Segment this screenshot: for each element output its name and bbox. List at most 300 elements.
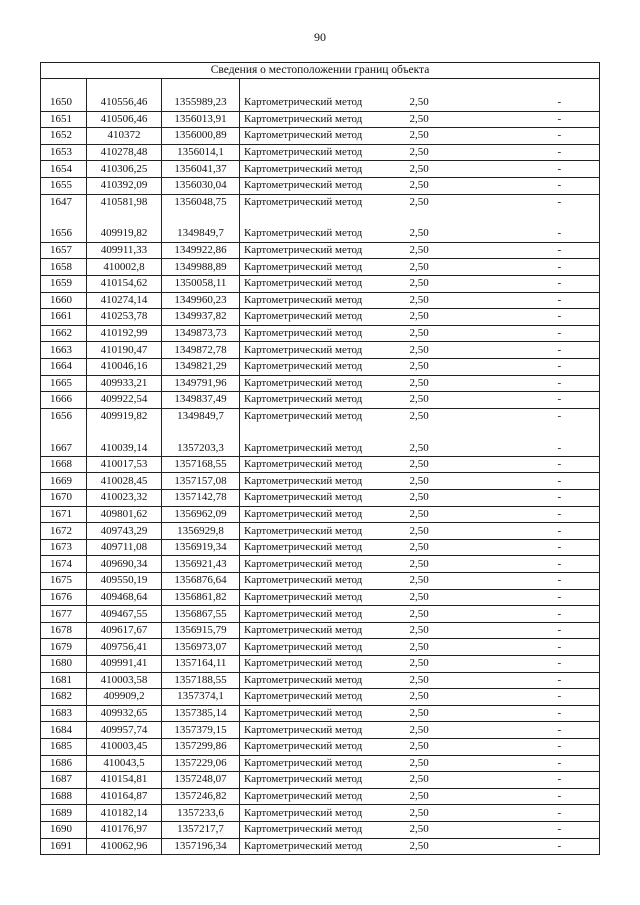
description-cell: - — [460, 672, 600, 689]
method-cell: Картометрический метод — [240, 194, 390, 210]
point-number-cell: 1660 — [41, 292, 87, 309]
description-cell: - — [460, 358, 600, 375]
table-row — [41, 161, 600, 178]
description-cell: - — [460, 490, 600, 507]
point-number-cell: 1651 — [41, 111, 87, 128]
point-number-cell: 1673 — [41, 539, 87, 556]
method-cell: Картометрический метод — [240, 788, 390, 805]
table-title: Сведения о местоположении границ объекта — [41, 63, 600, 79]
method-cell: Картометрический метод — [240, 111, 390, 128]
coordinate-y-cell: 1356000,89 — [162, 128, 240, 145]
page-number: 90 — [314, 30, 326, 44]
table-row — [41, 622, 600, 639]
point-number-cell: 1677 — [41, 606, 87, 623]
description-cell: - — [460, 342, 600, 359]
description-cell: - — [460, 523, 600, 540]
method-cell: Картометрический метод — [240, 639, 390, 656]
point-number-cell: 1667 — [41, 440, 87, 456]
group-spacer — [41, 424, 600, 440]
point-number-cell: 1675 — [41, 573, 87, 590]
method-cell: Картометрический метод — [240, 589, 390, 606]
description-cell: - — [460, 456, 600, 473]
coordinate-y-cell: 1357379,15 — [162, 722, 240, 739]
coordinate-x-cell: 410002,8 — [87, 259, 162, 276]
method-cell: Картометрический метод — [240, 473, 390, 490]
table-row — [41, 242, 600, 259]
table-row — [41, 838, 600, 855]
accuracy-cell: 2,50 — [390, 194, 460, 210]
point-number-cell: 1665 — [41, 375, 87, 392]
description-cell: - — [460, 144, 600, 161]
table-row — [41, 639, 600, 656]
accuracy-cell: 2,50 — [390, 490, 460, 507]
method-cell: Картометрический метод — [240, 161, 390, 178]
coordinate-x-cell: 410017,53 — [87, 456, 162, 473]
coordinate-y-cell: 1349988,89 — [162, 259, 240, 276]
coordinate-y-cell: 1356867,55 — [162, 606, 240, 623]
table-row — [41, 705, 600, 722]
table-row — [41, 805, 600, 822]
spacer-cell — [390, 210, 460, 226]
accuracy-cell: 2,50 — [390, 622, 460, 639]
accuracy-cell: 2,50 — [390, 292, 460, 309]
coordinate-x-cell: 410046,16 — [87, 358, 162, 375]
description-cell: - — [460, 375, 600, 392]
coordinate-y-cell: 1356041,37 — [162, 161, 240, 178]
point-number-cell: 1691 — [41, 838, 87, 855]
coordinate-y-cell: 1356876,64 — [162, 573, 240, 590]
method-cell: Картометрический метод — [240, 408, 390, 424]
description-cell: - — [460, 408, 600, 424]
point-number-cell: 1664 — [41, 358, 87, 375]
coordinate-x-cell: 409801,62 — [87, 506, 162, 523]
description-cell: - — [460, 639, 600, 656]
description-cell: - — [460, 622, 600, 639]
coordinate-x-cell: 410154,81 — [87, 772, 162, 789]
method-cell: Картометрический метод — [240, 755, 390, 772]
table-row — [41, 672, 600, 689]
description-cell: - — [460, 705, 600, 722]
method-cell: Картометрический метод — [240, 292, 390, 309]
accuracy-cell: 2,50 — [409, 227, 429, 240]
table-row — [41, 556, 600, 573]
point-number-cell: 1683 — [41, 705, 87, 722]
coordinate-x-cell: 410392,09 — [87, 177, 162, 194]
point-number-cell: 1656 — [41, 408, 87, 424]
point-number-cell: 1659 — [41, 275, 87, 292]
coordinate-y-cell: 1356929,8 — [162, 523, 240, 540]
coordinate-x-cell: 410182,14 — [87, 805, 162, 822]
accuracy-cell: 2,50 — [390, 838, 460, 855]
description-cell: - — [460, 440, 600, 456]
coordinate-y-cell: 1350058,11 — [162, 275, 240, 292]
table-row — [41, 177, 600, 194]
coordinate-y-cell: 1355989,23 — [162, 95, 240, 111]
table-row — [41, 573, 600, 590]
description-cell: - — [460, 506, 600, 523]
spacer-cell — [390, 424, 460, 440]
coordinate-x-cell: 410039,14 — [87, 440, 162, 456]
point-number-cell: 1662 — [41, 325, 87, 342]
coordinate-x-cell: 409911,33 — [87, 242, 162, 259]
table-row — [41, 656, 600, 673]
coordinate-x-cell: 409690,34 — [87, 556, 162, 573]
method-cell: Картометрический метод — [240, 144, 390, 161]
point-number-cell: 1676 — [41, 589, 87, 606]
coordinate-x-cell: 410003,45 — [87, 738, 162, 755]
coordinate-x-cell: 409468,64 — [87, 589, 162, 606]
point-number-cell: 1647 — [41, 194, 87, 210]
description-cell: - — [460, 242, 600, 259]
coordinate-y-cell: 1356013,91 — [162, 111, 240, 128]
coordinate-y-cell: 1356973,07 — [162, 639, 240, 656]
coordinate-y-cell: 1349937,82 — [162, 309, 240, 326]
coordinate-x-cell: 410190,47 — [87, 342, 162, 359]
table-row — [41, 506, 600, 523]
table-row — [41, 275, 600, 292]
coordinate-y-cell: 1357233,6 — [162, 805, 240, 822]
table-row — [41, 772, 600, 789]
spacer-cell — [162, 424, 240, 440]
accuracy-cell: 2,50 — [390, 738, 460, 755]
description-cell: - — [460, 473, 600, 490]
coordinate-x-cell: 409957,74 — [87, 722, 162, 739]
method-cell: Картометрический метод — [240, 358, 390, 375]
coordinate-y-cell: 1349922,86 — [162, 242, 240, 259]
accuracy-cell: 2,50 — [390, 589, 460, 606]
coordinate-x-cell: 410028,45 — [87, 473, 162, 490]
point-number-cell: 1682 — [41, 689, 87, 706]
description-cell: - — [460, 95, 600, 111]
method-cell: Картометрический метод — [240, 375, 390, 392]
coordinate-x-cell: 410154,62 — [87, 275, 162, 292]
coordinate-x-cell: 409617,67 — [87, 622, 162, 639]
accuracy-cell: 2,50 — [390, 392, 460, 409]
accuracy-cell: 2,50 — [390, 325, 460, 342]
spacer-cell — [87, 210, 162, 226]
description-cell: - — [460, 177, 600, 194]
description-cell: - — [460, 722, 600, 739]
coordinate-y-cell: 1356962,09 — [162, 506, 240, 523]
coordinate-y-cell: 1356030,04 — [162, 177, 240, 194]
point-number-cell: 1668 — [41, 456, 87, 473]
accuracy-cell: 2,50 — [390, 144, 460, 161]
table-row — [41, 144, 600, 161]
coordinate-y-cell: 1357374,1 — [162, 689, 240, 706]
group-spacer — [41, 79, 600, 96]
coordinate-y-cell: 1357168,55 — [162, 456, 240, 473]
table-row — [41, 689, 600, 706]
table-row — [41, 358, 600, 375]
coordinate-x-cell: 410556,46 — [87, 95, 162, 111]
point-number-cell: 1652 — [41, 128, 87, 145]
table-row — [41, 523, 600, 540]
point-number-cell: 1656 — [41, 226, 87, 242]
coordinate-x-cell: 409743,29 — [87, 523, 162, 540]
coordinate-y-cell: 1356014,1 — [162, 144, 240, 161]
coordinate-y-cell: 1356921,43 — [162, 556, 240, 573]
accuracy-cell: 2,50 — [390, 606, 460, 623]
accuracy-cell: 2,50 — [390, 539, 460, 556]
description-cell: - — [460, 556, 600, 573]
coordinate-y-cell: 1357196,34 — [162, 838, 240, 855]
table-row — [41, 325, 600, 342]
point-number-cell: 1680 — [41, 656, 87, 673]
coordinate-y-cell: 1356048,75 — [162, 194, 240, 210]
spacer-cell — [460, 424, 600, 440]
coordinate-y-cell: 1349872,78 — [162, 342, 240, 359]
description-cell: - — [460, 606, 600, 623]
point-number-cell: 1654 — [41, 161, 87, 178]
table-row — [41, 722, 600, 739]
description-cell: - — [460, 325, 600, 342]
coordinate-y-cell: 1357229,06 — [162, 755, 240, 772]
spacer-cell — [41, 79, 87, 96]
method-cell: Картометрический метод — [240, 523, 390, 540]
description-cell: - — [460, 772, 600, 789]
table-row — [41, 821, 600, 838]
spacer-cell — [390, 79, 460, 96]
coordinate-x-cell: 410164,87 — [87, 788, 162, 805]
description-cell: - — [460, 838, 600, 855]
accuracy-cell: 2,50 — [390, 672, 460, 689]
accuracy-cell: 2,50 — [390, 506, 460, 523]
method-cell: Картометрический метод — [240, 456, 390, 473]
accuracy-cell: 2,50 — [390, 689, 460, 706]
description-cell: - — [460, 788, 600, 805]
coordinate-y-cell: 1357385,14 — [162, 705, 240, 722]
coordinate-y-cell: 1349837,49 — [162, 392, 240, 409]
method-cell: Картометрический метод — [240, 128, 390, 145]
table-row — [41, 292, 600, 309]
method-cell: Картометрический метод — [240, 838, 390, 855]
method-cell: Картометрический метод — [240, 506, 390, 523]
method-cell: Картометрический метод — [240, 392, 390, 409]
coordinate-x-cell: 409933,21 — [87, 375, 162, 392]
coordinate-y-cell: 1349791,96 — [162, 375, 240, 392]
description-cell: - — [460, 589, 600, 606]
description-cell: - — [460, 111, 600, 128]
coordinate-x-cell: 410372 — [87, 128, 162, 145]
coordinate-x-cell: 409909,2 — [87, 689, 162, 706]
coordinate-y-cell: 1357157,08 — [162, 473, 240, 490]
accuracy-cell: 2,50 — [390, 375, 460, 392]
accuracy-cell: 2,50 — [390, 358, 460, 375]
coordinate-x-cell: 409922,54 — [87, 392, 162, 409]
accuracy-cell: 2,50 — [390, 805, 460, 822]
point-number-cell: 1679 — [41, 639, 87, 656]
point-number-cell: 1672 — [41, 523, 87, 540]
coordinate-y-cell: 1349821,29 — [162, 358, 240, 375]
coordinate-x-cell: 410306,25 — [87, 161, 162, 178]
description-cell: - — [460, 128, 600, 145]
point-number-cell: 1681 — [41, 672, 87, 689]
description-cell: - — [460, 292, 600, 309]
coordinate-x-cell: 409919,82 — [87, 226, 162, 242]
coordinate-x-cell: 410274,14 — [87, 292, 162, 309]
description-cell: - — [460, 392, 600, 409]
table-row — [41, 375, 600, 392]
coordinate-x-cell: 410278,48 — [87, 144, 162, 161]
method-cell: Картометрический метод — [240, 242, 390, 259]
table-body — [41, 63, 600, 855]
coordinate-y-cell: 1349849,7 — [162, 408, 240, 424]
table-row — [41, 456, 600, 473]
point-number-cell: 1655 — [41, 177, 87, 194]
method-cell: Картометрический метод — [240, 259, 390, 276]
table-row — [41, 408, 600, 424]
table-row — [41, 589, 600, 606]
description-cell: - — [460, 689, 600, 706]
accuracy-cell: 2,50 — [409, 96, 429, 109]
point-number-cell: 1666 — [41, 392, 87, 409]
description-cell: - — [460, 259, 600, 276]
table-title-row — [41, 63, 600, 79]
description-cell: - — [460, 539, 600, 556]
point-number-cell: 1670 — [41, 490, 87, 507]
point-number-cell: 1678 — [41, 622, 87, 639]
method-cell: Картометрический метод — [240, 738, 390, 755]
point-number-cell: 1657 — [41, 242, 87, 259]
method-cell: Картометрический метод — [240, 821, 390, 838]
coordinate-x-cell: 409991,41 — [87, 656, 162, 673]
coordinate-x-cell: 409756,41 — [87, 639, 162, 656]
point-number-cell: 1685 — [41, 738, 87, 755]
table-row — [41, 194, 600, 210]
coordinate-x-cell: 409467,55 — [87, 606, 162, 623]
coordinate-x-cell: 410062,96 — [87, 838, 162, 855]
method-cell: Картометрический метод — [240, 342, 390, 359]
accuracy-cell: 2,50 — [390, 177, 460, 194]
method-cell: Картометрический метод — [240, 672, 390, 689]
coordinate-x-cell: 410506,46 — [87, 111, 162, 128]
accuracy-cell: 2,50 — [390, 342, 460, 359]
table-row — [41, 440, 600, 456]
description-cell: - — [460, 194, 600, 210]
accuracy-cell: 2,50 — [390, 523, 460, 540]
accuracy-cell: 2,50 — [390, 755, 460, 772]
coordinate-y-cell: 1356919,34 — [162, 539, 240, 556]
coordinate-x-cell: 410043,5 — [87, 755, 162, 772]
point-number-cell: 1688 — [41, 788, 87, 805]
description-cell: - — [460, 573, 600, 590]
accuracy-cell: 2,50 — [409, 441, 429, 454]
group-spacer — [41, 210, 600, 226]
method-cell: Картометрический метод — [240, 325, 390, 342]
coordinate-x-cell: 409550,19 — [87, 573, 162, 590]
table-row — [41, 259, 600, 276]
coordinate-x-cell: 409932,65 — [87, 705, 162, 722]
point-number-cell: 1650 — [41, 95, 87, 111]
method-cell: Картометрический метод — [240, 95, 390, 111]
coordinate-x-cell: 410581,98 — [87, 194, 162, 210]
point-number-cell: 1687 — [41, 772, 87, 789]
accuracy-cell: 2,50 — [390, 259, 460, 276]
accuracy-cell: 2,50 — [390, 473, 460, 490]
spacer-cell — [87, 424, 162, 440]
table-row — [41, 788, 600, 805]
coordinate-y-cell: 1357248,07 — [162, 772, 240, 789]
method-cell: Картометрический метод — [240, 805, 390, 822]
point-number-cell: 1674 — [41, 556, 87, 573]
coordinate-x-cell: 409919,82 — [87, 408, 162, 424]
accuracy-cell: 2,50 — [390, 456, 460, 473]
point-number-cell: 1684 — [41, 722, 87, 739]
point-number-cell: 1653 — [41, 144, 87, 161]
spacer-cell — [240, 79, 390, 96]
coordinate-x-cell: 410253,78 — [87, 309, 162, 326]
method-cell: Картометрический метод — [240, 490, 390, 507]
point-number-cell: 1658 — [41, 259, 87, 276]
table-row — [41, 226, 600, 242]
point-number-cell: 1661 — [41, 309, 87, 326]
coordinate-y-cell: 1357217,7 — [162, 821, 240, 838]
description-cell: - — [460, 821, 600, 838]
spacer-cell — [87, 79, 162, 96]
description-cell: - — [460, 738, 600, 755]
spacer-cell — [460, 79, 600, 96]
accuracy-cell: 2,50 — [390, 639, 460, 656]
accuracy-cell: 2,50 — [390, 161, 460, 178]
table-row — [41, 128, 600, 145]
coordinate-x-cell: 410176,97 — [87, 821, 162, 838]
point-number-cell: 1663 — [41, 342, 87, 359]
accuracy-cell: 2,50 — [390, 242, 460, 259]
table-row — [41, 95, 600, 111]
method-cell: Картометрический метод — [240, 309, 390, 326]
coordinate-y-cell: 1356915,79 — [162, 622, 240, 639]
accuracy-cell: 2,50 — [390, 128, 460, 145]
method-cell: Картометрический метод — [240, 573, 390, 590]
spacer-cell — [41, 424, 87, 440]
method-cell: Картометрический метод — [240, 656, 390, 673]
coordinate-x-cell: 409711,08 — [87, 539, 162, 556]
accuracy-cell: 2,50 — [390, 275, 460, 292]
coordinate-y-cell: 1357246,82 — [162, 788, 240, 805]
method-cell: Картометрический метод — [240, 622, 390, 639]
table-row — [41, 606, 600, 623]
table-row — [41, 738, 600, 755]
table-row — [41, 490, 600, 507]
point-number-cell: 1690 — [41, 821, 87, 838]
method-cell: Картометрический метод — [240, 440, 390, 456]
method-cell: Картометрический метод — [240, 226, 390, 242]
table-row — [41, 111, 600, 128]
spacer-cell — [460, 210, 600, 226]
point-number-cell: 1689 — [41, 805, 87, 822]
description-cell: - — [460, 805, 600, 822]
accuracy-cell: 2,50 — [390, 408, 460, 424]
coordinate-y-cell: 1357203,3 — [162, 440, 240, 456]
accuracy-cell: 2,50 — [390, 705, 460, 722]
accuracy-cell: 2,50 — [390, 309, 460, 326]
method-cell: Картометрический метод — [240, 177, 390, 194]
method-cell: Картометрический метод — [240, 722, 390, 739]
accuracy-cell: 2,50 — [390, 821, 460, 838]
method-cell: Картометрический метод — [240, 539, 390, 556]
accuracy-cell: 2,50 — [390, 111, 460, 128]
spacer-cell — [162, 210, 240, 226]
description-cell: - — [460, 226, 600, 242]
coordinate-y-cell: 1349849,7 — [162, 226, 240, 242]
coordinate-x-cell: 410023,32 — [87, 490, 162, 507]
description-cell: - — [460, 275, 600, 292]
coordinate-y-cell: 1357299,86 — [162, 738, 240, 755]
spacer-cell — [162, 79, 240, 96]
accuracy-cell: 2,50 — [390, 772, 460, 789]
point-number-cell: 1671 — [41, 506, 87, 523]
coordinate-y-cell: 1349960,23 — [162, 292, 240, 309]
